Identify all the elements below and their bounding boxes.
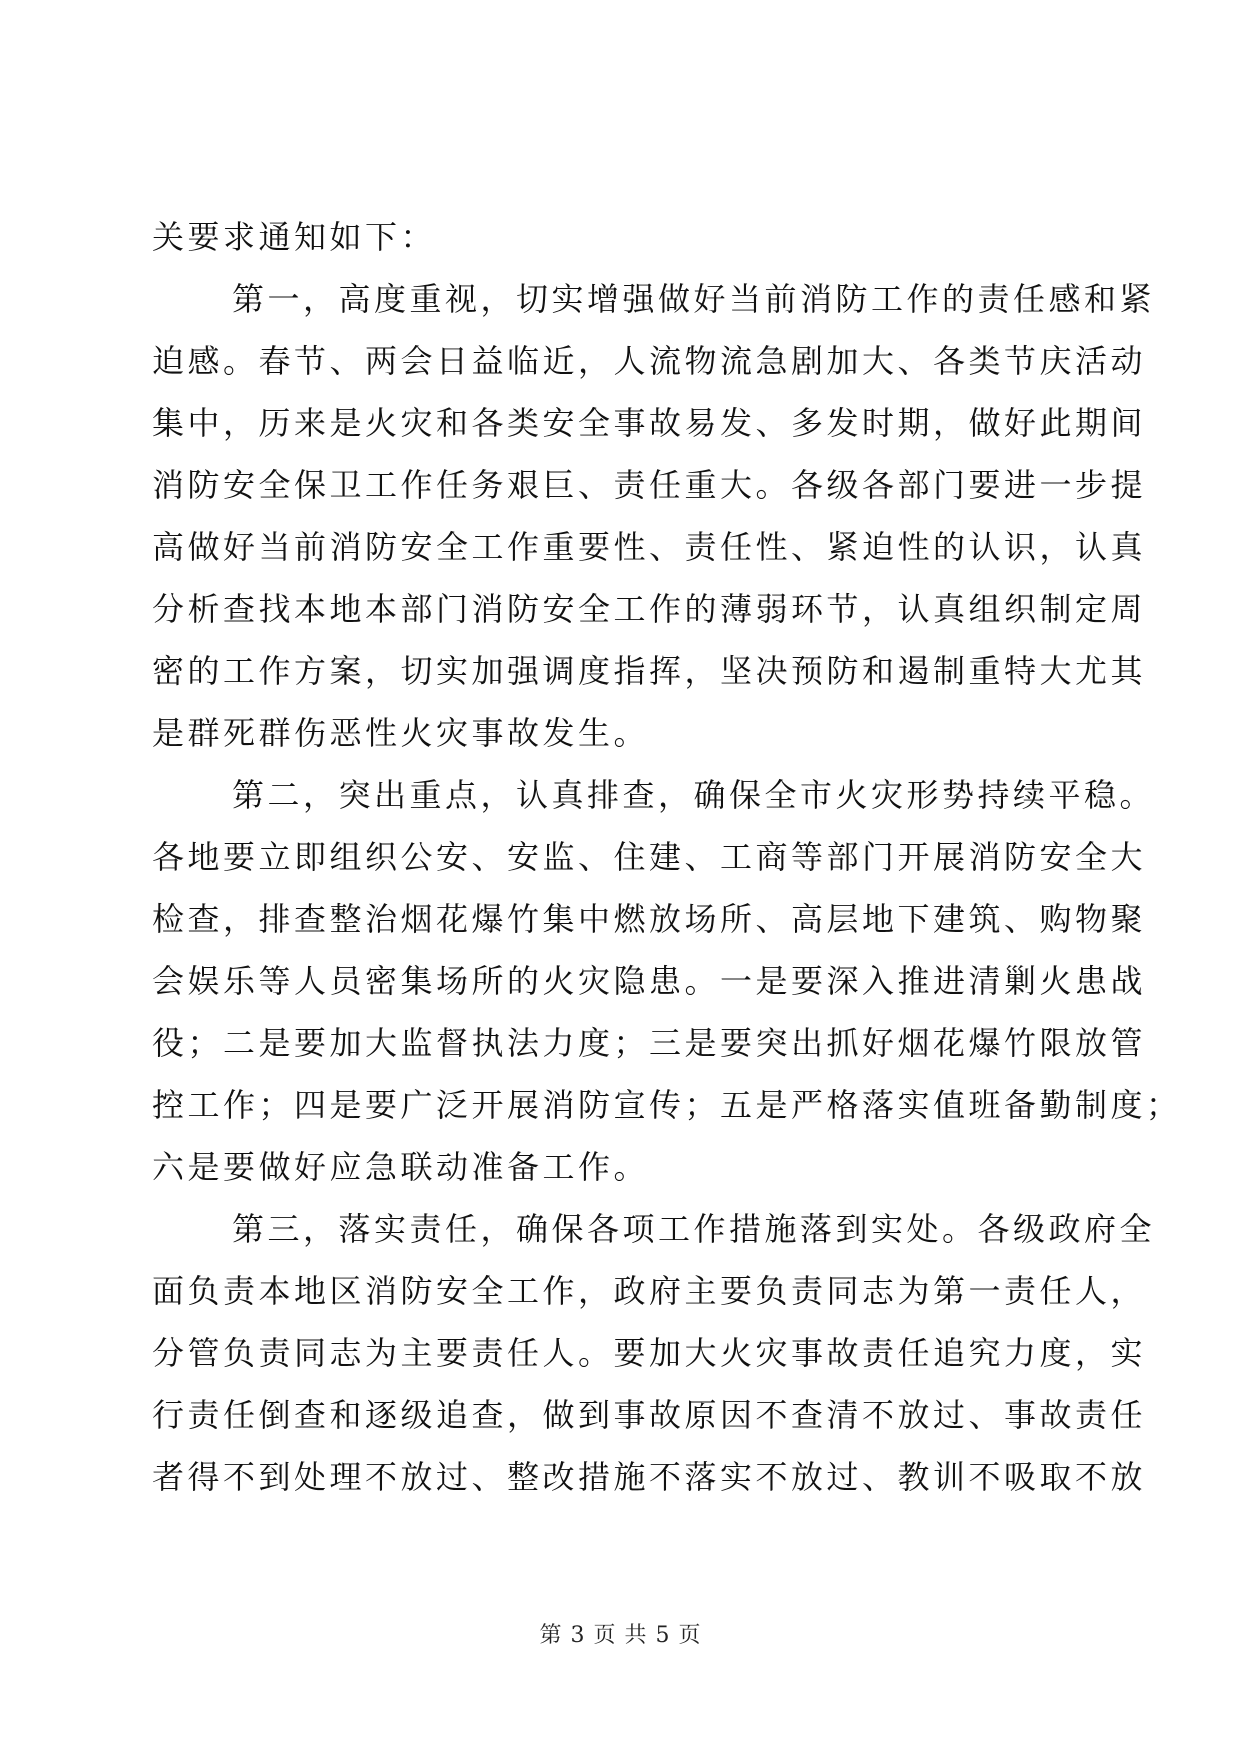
text-line-18: 面负责本地区消防安全工作，政府主要负责同志为第一责任人， [152, 1272, 1147, 1310]
paragraph-1-first-line: 第一，高度重视，切实增强做好当前消防工作的责任感和紧 [232, 280, 1156, 318]
text-line-21: 者得不到处理不放过、整改措施不落实不放过、教训不吸取不放 [152, 1458, 1147, 1496]
text-line-6: 高做好当前消防安全工作重要性、责任性、紧迫性的认识，认真 [152, 528, 1147, 566]
text-line-12: 检查，排查整治烟花爆竹集中燃放场所、高层地下建筑、购物聚 [152, 900, 1147, 938]
text-line-9: 是群死群伤恶性火灾事故发生。 [152, 714, 650, 752]
text-line-1: 关要求通知如下： [152, 218, 437, 256]
text-line-3: 迫感。春节、两会日益临近，人流物流急剧加大、各类节庆活动 [152, 342, 1147, 380]
text-line-16: 六是要做好应急联动准备工作。 [152, 1148, 650, 1186]
text-line-5: 消防安全保卫工作任务艰巨、责任重大。各级各部门要进一步提 [152, 466, 1147, 504]
text-line-11: 各地要立即组织公安、安监、住建、工商等部门开展消防安全大 [152, 838, 1147, 876]
text-line-20: 行责任倒查和逐级追查，做到事故原因不查清不放过、事故责任 [152, 1396, 1147, 1434]
text-line-19: 分管负责同志为主要责任人。要加大火灾事故责任追究力度，实 [152, 1334, 1147, 1372]
paragraph-3-first-line: 第三，落实责任，确保各项工作措施落到实处。各级政府全 [232, 1210, 1156, 1248]
paragraph-2-first-line: 第二，突出重点，认真排查，确保全市火灾形势持续平稳。 [232, 776, 1156, 814]
text-line-8: 密的工作方案，切实加强调度指挥，坚决预防和遏制重特大尤其 [152, 652, 1147, 690]
text-line-13: 会娱乐等人员密集场所的火灾隐患。一是要深入推进清剿火患战 [152, 962, 1147, 1000]
text-line-7: 分析查找本地本部门消防安全工作的薄弱环节，认真组织制定周 [152, 590, 1147, 628]
text-line-4: 集中，历来是火灾和各类安全事故易发、多发时期，做好此期间 [152, 404, 1147, 442]
text-line-14: 役；二是要加大监督执法力度；三是要突出抓好烟花爆竹限放管 [152, 1024, 1147, 1062]
page-footer: 第 3 页 共 5 页 [539, 1623, 702, 1648]
text-line-15: 控工作；四是要广泛开展消防宣传；五是严格落实值班备勤制度； [152, 1086, 1182, 1124]
